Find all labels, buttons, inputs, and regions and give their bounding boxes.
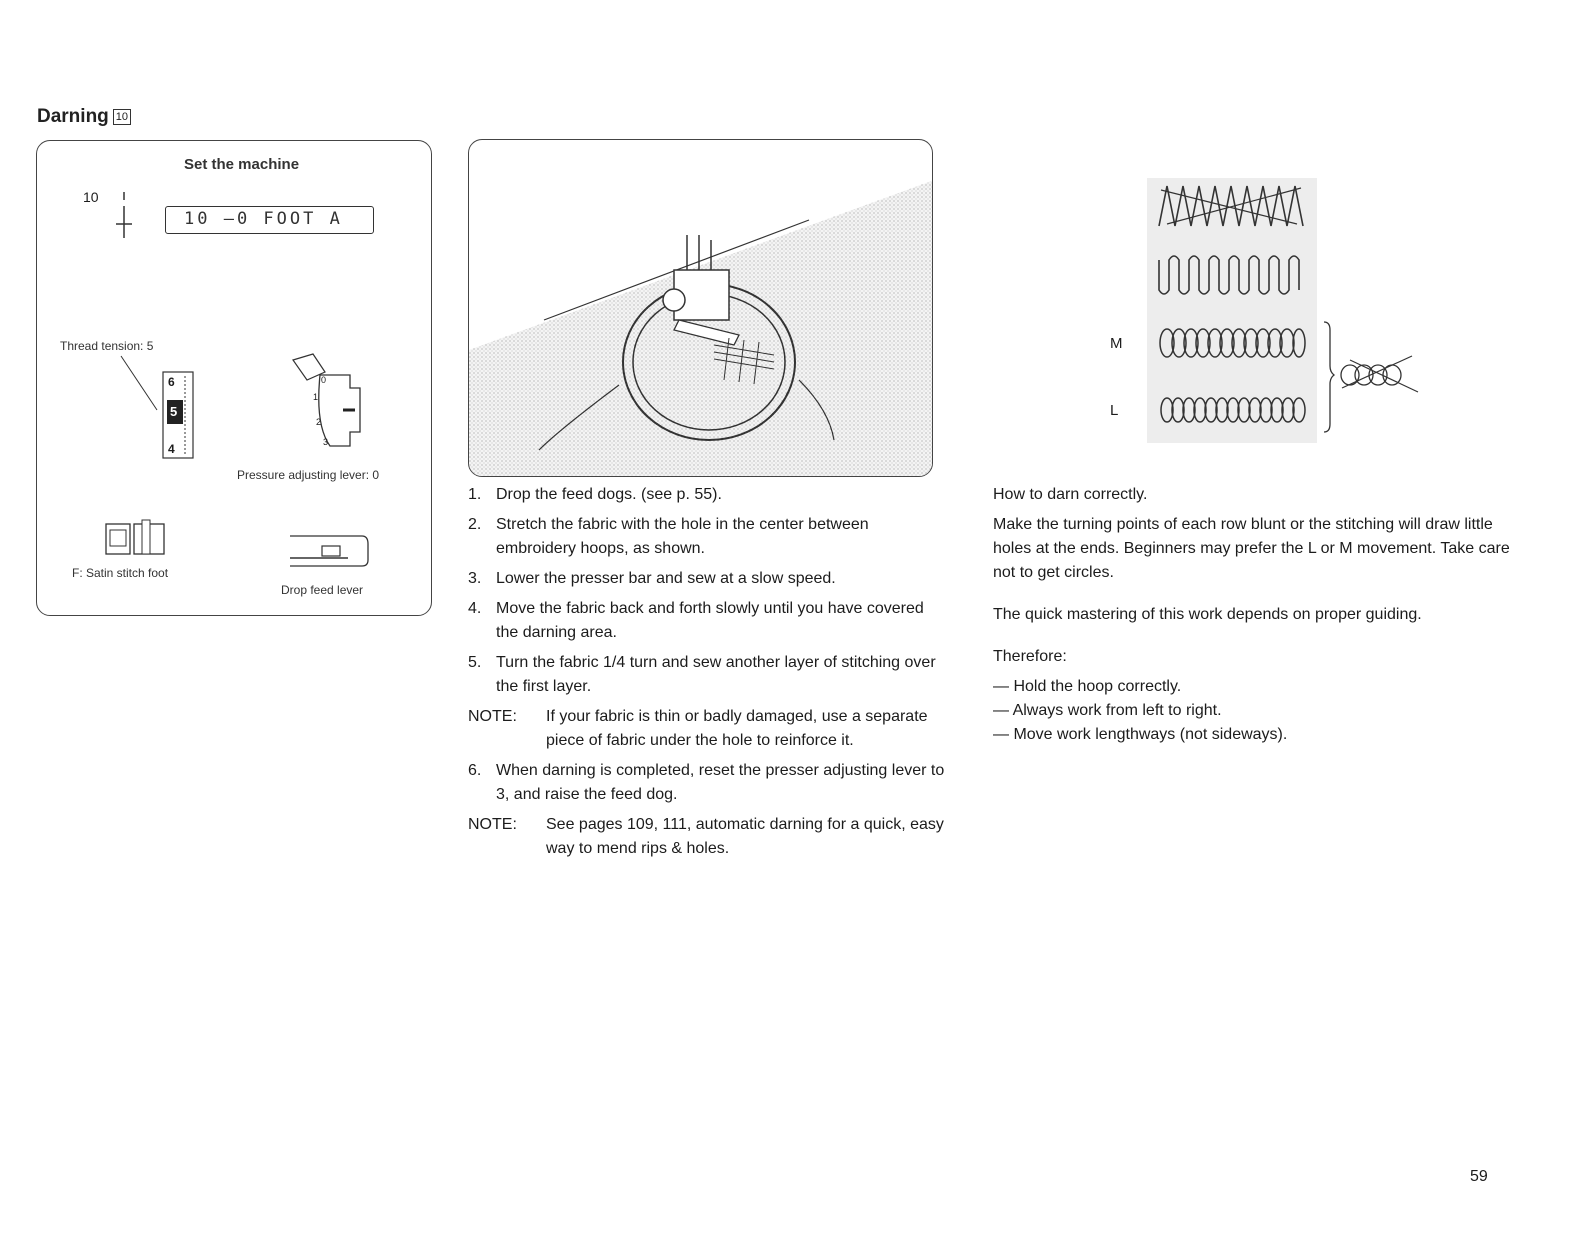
page-number: 59 (1470, 1168, 1488, 1185)
stitch-label-l: L (1110, 402, 1119, 419)
tip-item: — Move work lengthways (not sideways). (993, 726, 1288, 743)
drop-feed-lever-icon (288, 530, 370, 570)
lcd-display: 10 —0 FOOT A (165, 206, 374, 234)
list-item: 1. Drop the feed dogs. (see p. 55). (468, 486, 722, 503)
drop-feed-label: Drop feed lever (281, 583, 364, 597)
foot-label: F: Satin stitch foot (72, 566, 169, 580)
satin-foot-icon (104, 518, 172, 558)
dial-number-top: 6 (168, 375, 175, 389)
tip-item: — Hold the hoop correctly. (993, 678, 1182, 695)
note-item: NOTE: See pages 109, 111, automatic darning for a quick, easy way to mend rips & holes. (468, 816, 944, 857)
stitch-samples (1147, 178, 1317, 443)
guidance-mastering: The quick mastering of this work depends on proper guiding. (993, 606, 1422, 623)
pattern-number: 10 (83, 189, 99, 205)
darning-illustration (468, 139, 933, 477)
list-item: 4. Move the fabric back and forth slowly until you have covered the darning area. (468, 600, 924, 641)
list-item: 2. Stretch the fabric with the hole in the center between embroidery hoops, as shown. (468, 516, 869, 557)
pressure-mark-3: 3 (323, 437, 329, 447)
list-item: 5. Turn the fabric 1/4 turn and sew another layer of stitching over the first layer. (468, 654, 936, 695)
straight-stitch-icon (110, 190, 140, 242)
panel-heading: Set the machine (184, 156, 300, 173)
guidance-therefore: Therefore: (993, 648, 1067, 665)
dial-number-selected: 5 (170, 404, 178, 419)
pressure-mark-1: 1 (313, 392, 319, 402)
instruction-list (468, 483, 948, 867)
guidance-section (993, 483, 1513, 747)
tension-dial-icon (115, 352, 205, 462)
thread-tension-label: Thread tension: 5 (60, 339, 154, 353)
pressure-mark-0: 0 (321, 375, 327, 385)
pressure-mark-2: 2 (316, 417, 322, 427)
pressure-lever-icon (285, 350, 375, 455)
pressure-lever-label: Pressure adjusting lever: 0 (237, 468, 380, 482)
hoop-and-presser-foot-image (469, 140, 933, 477)
darning-stitch-patterns (1147, 178, 1317, 443)
circle-stitch-warning (1320, 320, 1425, 435)
note-item: NOTE: If your fabric is thin or badly damaged, use a separate piece of fabric under the hole to reinforce it. (468, 708, 928, 749)
page-title: Darning 10 (37, 106, 131, 128)
list-item: 3. Lower the presser bar and sew at a slow speed. (468, 570, 836, 587)
tip-item: — Always work from left to right. (993, 702, 1222, 719)
guidance-heading: How to darn correctly. (993, 486, 1148, 503)
stitch-label-m: M (1110, 335, 1123, 352)
guidance-paragraph: Make the turning points of each row blunt or the stitching will draw little holes at the ends. Beginners may prefer the L or M movement. Take care not to get circles. (993, 516, 1510, 581)
dial-number-bottom: 4 (168, 442, 175, 456)
list-item: 6. When darning is completed, reset the presser adjusting lever to 3, and raise the feed dog. (468, 762, 945, 803)
pattern-badge: 10 (113, 109, 131, 125)
